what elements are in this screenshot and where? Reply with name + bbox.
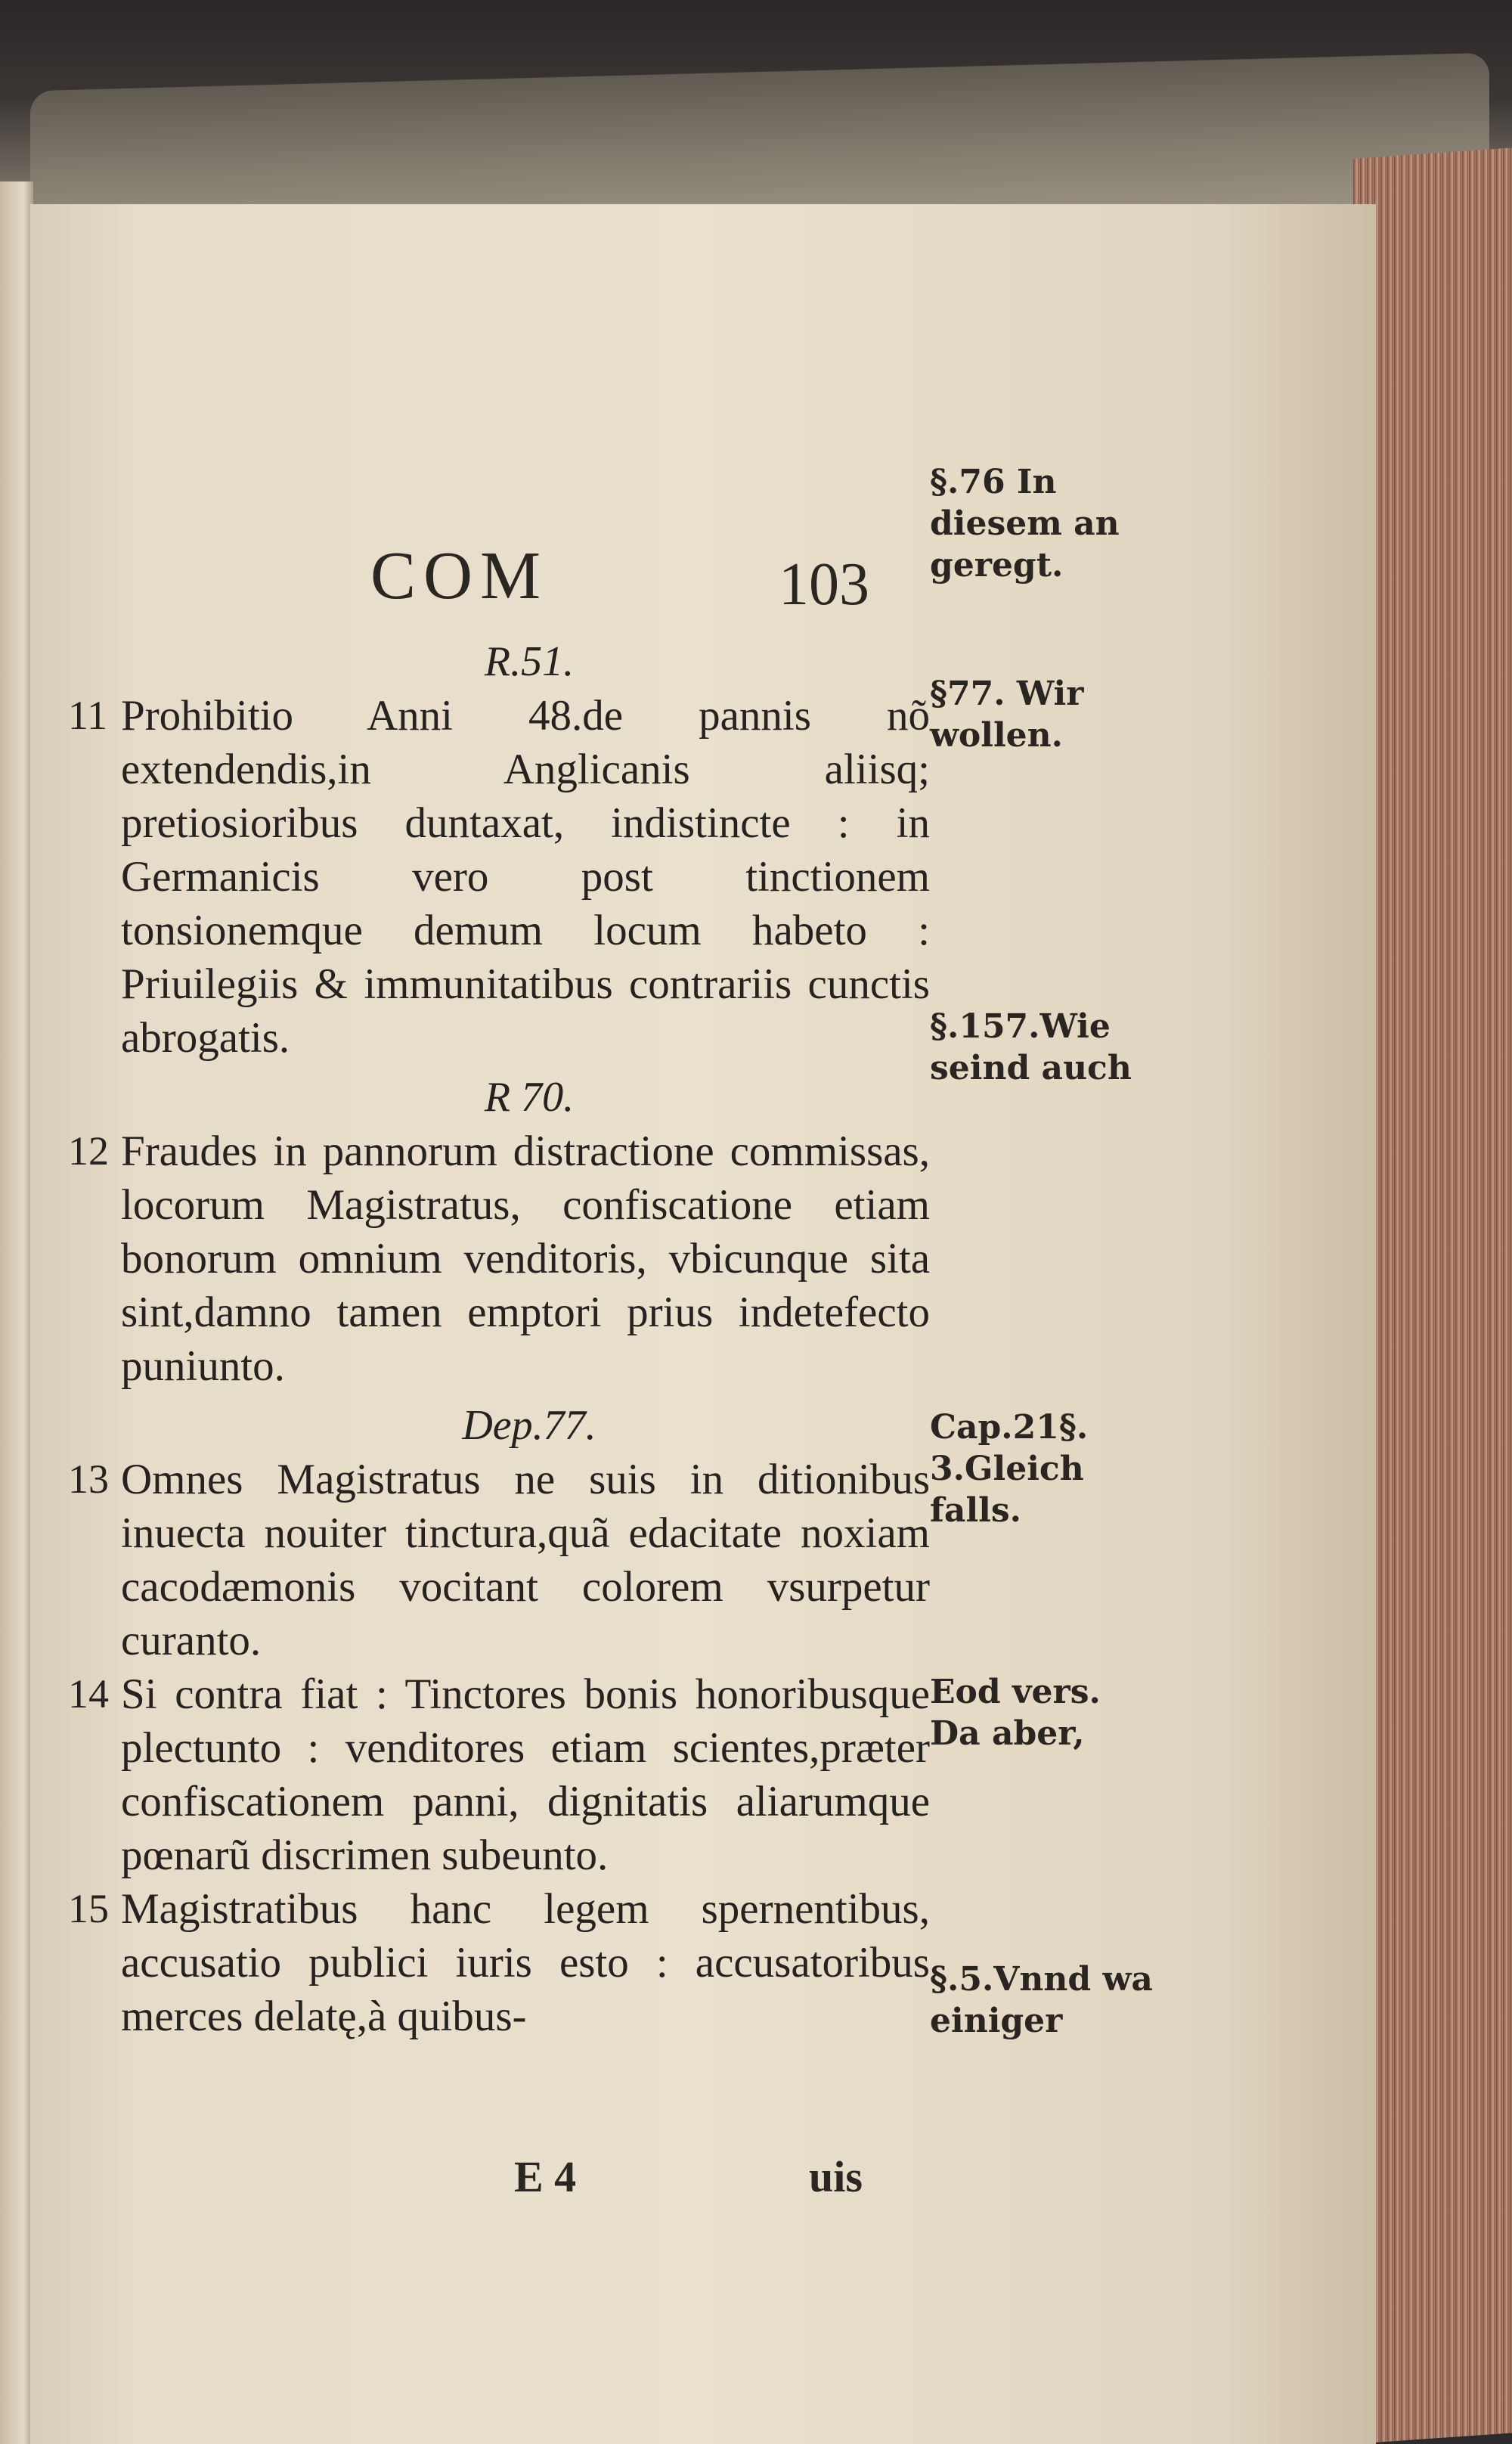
margin-note: Eod vers. Da aber, <box>930 1673 1101 1753</box>
page-number: 103 <box>779 551 869 618</box>
paragraph <box>68 1882 930 2043</box>
main-text <box>68 635 930 2043</box>
book-page <box>30 204 1376 2444</box>
paragraph-number: 15 <box>68 1886 109 1931</box>
paragraph-text: Prohibitio Anni 48.de pannis nõ extendendis,in Anglicanis aliisq; pretiosioribus duntaxat, indistincte : in Germanicis vero post tinctionem tonsionemque demum locum habeto : Priuilegiis & immunitatibus contrariis cunctis abrogatis. <box>121 692 930 1062</box>
paragraph-number: 14 <box>68 1671 109 1717</box>
paragraph <box>68 689 930 1065</box>
paragraph-number: 13 <box>68 1456 109 1502</box>
paragraph-text: Si contra fiat : Tinctores bonis honoribusque plectunto : venditores etiam scientes,præter confiscationem panni, dignitatis aliarumque pœnarũ discrimen subeunto. <box>121 1670 930 1879</box>
paragraph-number: 11 <box>68 693 107 738</box>
margin-note: Cap.21§. 3.Gleich falls. <box>930 1408 1089 1530</box>
page-footer <box>30 2151 1376 2212</box>
margin-note: §.5.Vnnd wa einiger <box>930 1960 1153 2040</box>
page-header <box>30 537 1376 620</box>
section-reference: R 70. <box>484 1074 575 1121</box>
paragraph-text: Fraudes in pannorum distractione commissas, locorum Magistratus, confiscatione etiam bonorum omnium venditoris, vbicunque sita sint,damno tamen emptori prius indetefecto puniunto. <box>121 1127 930 1390</box>
paragraph-text: Magistratibus hanc legem spernentibus, accusatio publici iuris esto : accusatoribus merces delatę,à quibus- <box>121 1885 930 2040</box>
paragraph <box>68 1124 930 1393</box>
signature-mark: E 4 <box>514 2152 577 2201</box>
facing-page-edge <box>0 181 33 2444</box>
page-block-edge <box>1353 147 1512 2444</box>
paragraph <box>68 1453 930 1667</box>
paragraph-number: 12 <box>68 1128 109 1174</box>
running-title: COM <box>370 538 549 613</box>
margin-note: §.76 In diesem an geregt. <box>930 463 1120 585</box>
section-reference: R.51. <box>484 638 575 685</box>
paragraph <box>68 1667 930 1882</box>
margin-note: §.157.Wie seind auch <box>930 1007 1132 1087</box>
section-reference: Dep.77. <box>462 1402 596 1449</box>
margin-note: §77. Wir wollen. <box>930 675 1084 755</box>
catchword: uis <box>809 2152 863 2201</box>
paragraph-text: Omnes Magistratus ne suis in ditionibus inuecta nouiter tinctura,quã edacitate noxiam cacodæmonis vocitant colorem vsurpetur curanto. <box>121 1456 930 1664</box>
